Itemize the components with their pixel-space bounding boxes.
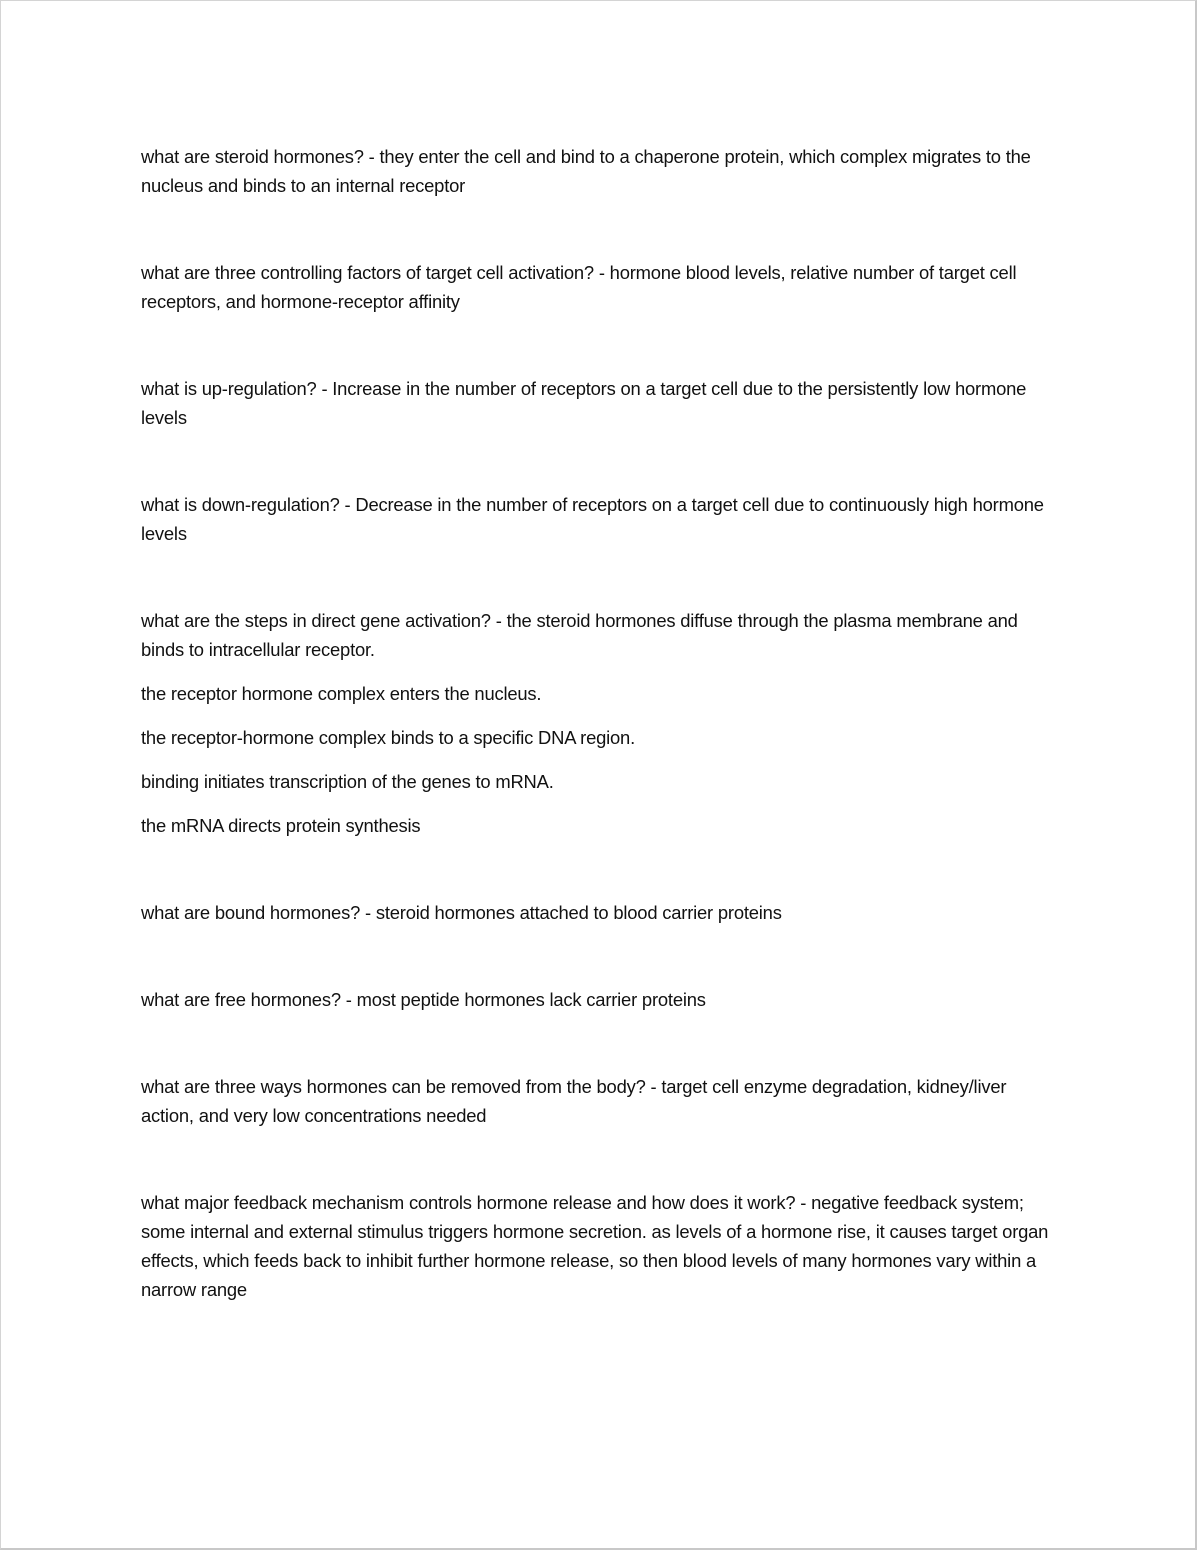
qa-entry-up-regulation bbox=[141, 374, 1061, 432]
gene-activation-step: the receptor-hormone complex binds to a specific DNA region. bbox=[141, 727, 635, 748]
entry-text: what are free hormones? - most peptide hormones lack carrier proteins bbox=[141, 989, 706, 1010]
qa-entry-bound-hormones bbox=[141, 898, 1061, 927]
entry-text: what major feedback mechanism controls hormone release and how does it work? - negative feedback system; some internal and external stimulus triggers hormone secretion. as levels of a hormone rise, it causes target organ effects, which feeds back to inhibit further hormone release, so then blood levels of many hormones vary within a narrow range bbox=[141, 1192, 1049, 1300]
qa-entry-controlling-factors bbox=[141, 258, 1061, 316]
gene-activation-step: the receptor hormone complex enters the nucleus. bbox=[141, 683, 542, 704]
qa-entry-down-regulation bbox=[141, 490, 1061, 548]
qa-entry-direct-gene-activation bbox=[141, 606, 1061, 840]
entry-text: what are bound hormones? - steroid hormones attached to blood carrier proteins bbox=[141, 902, 782, 923]
entry-text: what are three controlling factors of target cell activation? - hormone blood levels, relative number of target cell receptors, and hormone-receptor affinity bbox=[141, 262, 1017, 312]
qa-entry-feedback-mechanism bbox=[141, 1188, 1061, 1304]
entry-text: what are steroid hormones? - they enter the cell and bind to a chaperone protein, which complex migrates to the nucleus and binds to an internal receptor bbox=[141, 146, 1031, 196]
document-body bbox=[141, 142, 1061, 1362]
qa-entry-steroid-hormones bbox=[141, 142, 1061, 200]
qa-entry-free-hormones bbox=[141, 985, 1061, 1014]
entry-text: what are three ways hormones can be removed from the body? - target cell enzyme degradation, kidney/liver action, and very low concentrations needed bbox=[141, 1076, 1007, 1126]
gene-activation-step: binding initiates transcription of the genes to mRNA. bbox=[141, 771, 554, 792]
qa-entry-hormone-removal bbox=[141, 1072, 1061, 1130]
gene-activation-step: the mRNA directs protein synthesis bbox=[141, 815, 421, 836]
entry-text: what are the steps in direct gene activation? - the steroid hormones diffuse through the plasma membrane and binds to intracellular receptor. bbox=[141, 610, 1018, 660]
entry-text: what is down-regulation? - Decrease in the number of receptors on a target cell due to continuously high hormone levels bbox=[141, 494, 1044, 544]
entry-text: what is up-regulation? - Increase in the number of receptors on a target cell due to the persistently low hormone levels bbox=[141, 378, 1027, 428]
